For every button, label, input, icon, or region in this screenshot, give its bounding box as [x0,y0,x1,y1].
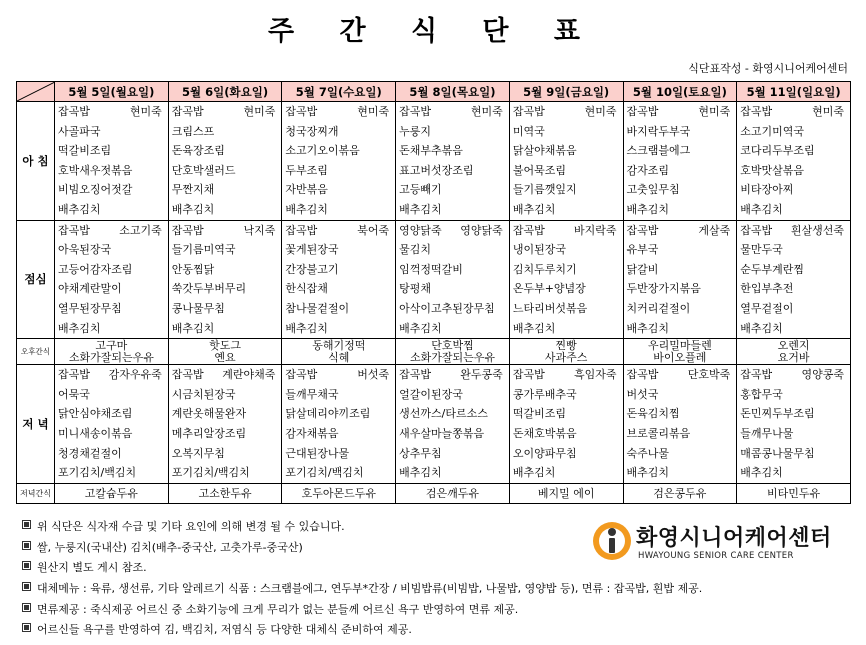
rice-item: 잡곡밥 [58,368,90,382]
snack-item: 바이오플레 [653,350,707,364]
meal-item: 배추김치 [285,321,328,335]
evening-snack-cell: 검은콩두유 [623,483,737,503]
porridge-item: 완두콩죽 [460,368,503,382]
square-bullet-icon [22,561,31,570]
rice-item: 잡곡밥 [171,368,204,382]
meal-item: 돈채호박볶음 [512,426,577,440]
meal-item: 콩가루배추국 [512,387,577,401]
meal-item-main [624,221,737,241]
porridge-item: 흑임자죽 [574,368,617,382]
meal-item: 표고버섯장조림 [399,163,474,177]
meal-item: 소고기오이볶음 [285,144,360,158]
meal-cell [509,220,623,339]
rice-item: 잡곡밥 [58,105,90,118]
meal-item-main [737,221,850,241]
porridge-item: 게살죽 [698,223,731,237]
snack-item: 동해기정떡 [312,338,366,352]
evening-snack-cell: 베지밀 에이 [509,483,623,503]
meal-item: 비타장아찌 [740,183,794,197]
porridge-item: 영양닭죽 [460,223,503,237]
meal-cell [396,102,510,221]
rice-item: 잡곡밥 [626,105,659,118]
meal-cell [168,365,282,484]
meal-item-main [169,365,282,385]
author-note: 식단표작성 - 화영시니어케어센터 [688,62,848,75]
meal-cell [282,102,396,221]
snack-cell [55,339,169,365]
page-title: 주 간 식 단 표 [267,16,598,47]
meal-item: 배추김치 [740,321,783,335]
snack-item: 소화가잘되는우유 [68,350,154,364]
day-header: 5월 6일(화요일) [168,82,282,102]
meal-item: 새우살마늘쫑볶음 [399,426,485,440]
meal-item: 떡갈비조림 [512,407,566,421]
meal-item-main [396,221,509,241]
meal-item: 들기름깻잎지 [512,183,577,197]
snack-item: 식혜 [328,350,350,364]
meal-item-main [737,102,850,122]
porridge-item: 현미죽 [243,105,276,118]
meal-item: 한식잡채 [285,282,328,296]
snack-label: 오후간식 [17,339,55,365]
meal-item: 사골파국 [58,124,101,138]
meal-item: 브로콜리볶음 [626,426,691,440]
meal-item: 두부조림 [285,163,328,177]
note-item: 위 식단은 식자재 수급 및 기타 요인에 의해 변경 될 수 있습니다. [22,517,702,538]
porridge-item: 계란야채죽 [222,368,276,382]
meal-item: 탕평채 [399,282,431,296]
porridge-item: 바지락죽 [574,223,617,237]
meal-item-main [282,221,395,241]
weekly-menu-table [16,81,851,504]
rice-item: 잡곡밥 [285,105,318,118]
evening-snack-cell: 호두아몬드두유 [282,483,396,503]
lunch-row [17,220,851,339]
snack-item: 찐빵 [555,338,577,352]
meal-item: 닭안심야채조림 [58,407,133,421]
meal-item-main [510,221,623,241]
meal-item: 버섯국 [626,387,659,401]
rice-item: 잡곡밥 [740,223,773,237]
meal-item: 단호박샐러드 [171,163,236,177]
meal-item: 포기김치/백김치 [58,466,137,480]
meal-item: 오복지무침 [171,446,225,460]
snack-item: 단호박찜 [431,338,474,352]
porridge-item: 현미죽 [698,105,731,118]
porridge-item: 현미죽 [812,105,844,118]
meal-item: 배추김치 [58,202,101,216]
meal-item: 미역국 [512,124,545,138]
meal-item: 닭살데리야끼조림 [285,407,371,421]
day-header: 5월 7일(수요일) [282,82,396,102]
meal-cell [737,365,851,484]
snack-item: 핫도그 [209,338,241,352]
meal-item: 유부국 [626,243,659,257]
meal-item: 돈육김치찜 [626,407,680,421]
day-header: 5월 9일(금요일) [509,82,623,102]
snack-item: 소화가잘되는우유 [409,350,495,364]
meal-item-main [282,365,395,385]
dinner-label: 저 녁 [17,365,55,484]
meal-item: 배추김치 [171,321,215,335]
meal-item-main [624,365,737,385]
snack-item: 오렌지 [777,338,810,352]
meal-item: 무짠지채 [171,183,215,197]
porridge-item: 영양콩죽 [801,368,844,382]
breakfast-label: 아 침 [17,102,55,221]
logo-subtitle: HWAYOUNG SENIOR CARE CENTER [638,551,794,561]
meal-item: 고등빼기 [399,183,442,197]
meal-item-main [396,102,509,122]
meal-cell [282,220,396,339]
lunch-label: 점심 [17,220,55,339]
meal-item: 포기김치/백김치 [285,466,364,480]
meal-item: 배추김치 [399,466,442,480]
rice-item: 잡곡밥 [740,105,773,118]
meal-item: 오이양파무침 [512,446,577,460]
center-logo [592,519,842,563]
meal-item: 아삭이고추된장무침 [399,301,495,315]
snack-cell [282,339,396,365]
meal-item: 스크램블에그 [626,144,691,158]
meal-cell [168,220,282,339]
meal-item: 배추김치 [285,202,328,216]
day-header: 5월 8일(목요일) [396,82,510,102]
rice-item: 잡곡밥 [512,105,545,118]
rice-item: 잡곡밥 [399,105,431,118]
meal-item: 배추김치 [626,466,670,480]
meal-cell [282,365,396,484]
meal-item: 떡갈비조림 [58,144,112,158]
snack-cell [168,339,282,365]
porridge-item: 소고기죽 [119,223,162,237]
meal-cell [737,102,851,221]
rice-item: 영양닭죽 [399,223,442,237]
meal-item: 안동찜닭 [171,262,215,276]
meal-item: 간장불고기 [285,262,339,276]
meal-cell [55,365,169,484]
meal-cell [623,365,737,484]
meal-item-main [510,365,623,385]
meal-item: 고춧잎무침 [626,183,680,197]
square-bullet-icon [22,520,31,529]
meal-cell [623,102,737,221]
meal-item-main [55,365,168,385]
meal-item: 닭갈비 [626,262,659,276]
snack-row [17,339,851,365]
meal-item: 배추김치 [58,321,101,335]
person-logo-icon [592,521,632,561]
rice-item: 잡곡밥 [399,368,431,382]
day-header: 5월 11일(일요일) [737,82,851,102]
meal-item-main [510,102,623,122]
meal-item: 상추무침 [399,446,442,460]
evening-snack-row [17,483,851,503]
meal-item: 얼갈이된장국 [399,387,463,401]
rice-item: 잡곡밥 [285,368,318,382]
porridge-item: 단호박죽 [687,368,731,382]
meal-item: 들기름미역국 [171,243,236,257]
logo-name: 화영시니어케어센터 [636,526,832,551]
meal-item: 호박맛살볶음 [740,163,804,177]
rice-item: 잡곡밥 [285,223,318,237]
meal-item: 야채계란말이 [58,282,122,296]
evening-snack-cell: 고칼슘두유 [55,483,169,503]
meal-item: 코다리두부조림 [740,144,815,158]
porridge-item: 버섯죽 [357,368,390,382]
meal-item: 참나물겉절이 [285,301,350,315]
meal-item: 비빔오징어젓갈 [58,183,133,197]
meal-item: 열무겉절이 [740,301,794,315]
day-header: 5월 5일(월요일) [55,82,169,102]
meal-item: 배추김치 [512,466,556,480]
snack-item: 고구마 [95,338,128,352]
breakfast-row [17,102,851,221]
meal-item-main [282,102,395,122]
rice-item: 잡곡밥 [512,368,545,382]
meal-item-main [737,365,850,385]
meal-item: 크림스프 [171,124,215,138]
meal-item-main [169,221,282,241]
meal-cell [396,365,510,484]
snack-item: 우리밀마들렌 [647,338,712,352]
meal-item: 배추김치 [512,202,556,216]
porridge-item: 현미죽 [129,105,162,118]
meal-item: 소고기미역국 [740,124,804,138]
meal-item: 돈육장조림 [171,144,225,158]
meal-item: 홍합무국 [740,387,783,401]
rice-item: 잡곡밥 [171,105,204,118]
meal-item: 닭살야채볶음 [512,144,577,158]
snack-cell [737,339,851,365]
rice-item: 잡곡밥 [626,223,659,237]
meal-item: 꽃게된장국 [285,243,339,257]
meal-item: 어묵국 [58,387,90,401]
square-bullet-icon [22,623,31,632]
meal-item: 메추리알장조림 [171,426,247,440]
meal-item: 숙주나물 [626,446,670,460]
day-header-row [17,82,851,102]
meal-item: 누룽지 [399,124,431,138]
meal-item: 한입부추전 [740,282,794,296]
porridge-item: 낙지죽 [243,223,276,237]
meal-item: 바지락두부국 [626,124,691,138]
meal-item: 냉이된장국 [512,243,566,257]
meal-item: 배추김치 [740,202,783,216]
meal-item: 생선까스/타르소스 [399,407,488,421]
meal-item: 두반장가지볶음 [626,282,701,296]
diagonal-line-icon [17,82,55,101]
meal-item: 배추김치 [740,466,783,480]
porridge-item: 현미죽 [470,105,503,118]
square-bullet-icon [22,603,31,612]
meal-item: 호박새우젓볶음 [58,163,133,177]
meal-item: 포기김치/백김치 [171,466,250,480]
meal-cell [623,220,737,339]
meal-item: 배추김치 [171,202,215,216]
note-item: 원산지 별도 게시 참조. [22,558,702,579]
porridge-item: 흰살생선죽 [790,223,844,237]
porridge-item: 감자우유죽 [108,368,162,382]
meal-item: 감자채볶음 [285,426,339,440]
meal-item: 순두부계란찜 [740,262,804,276]
meal-item-main [624,102,737,122]
meal-item: 매콤콩나물무침 [740,446,815,460]
meal-item: 물김치 [399,243,431,257]
note-item: 면류제공 : 죽식제공 어르신 중 소화기능에 크게 무리가 없는 분들께 어르신 욕구 반영하여 면류 제공. [22,600,702,621]
meal-item: 시금치된장국 [171,387,236,401]
meal-item: 느타리버섯볶음 [512,301,588,315]
evening-snack-cell: 비타민두유 [737,483,851,503]
meal-cell [509,102,623,221]
corner-cell [17,82,55,102]
meal-item-main [55,102,168,122]
evening-snack-cell: 고소한두유 [168,483,282,503]
meal-item: 아욱된장국 [58,243,112,257]
note-item: 어르신들 욕구를 반영하여 김, 백김치, 저염식 등 다양한 대체식 준비하여 제공. [22,620,702,641]
rice-item: 잡곡밥 [58,223,90,237]
meal-item-main [169,102,282,122]
snack-item: 옌요 [214,350,236,364]
porridge-item: 북어죽 [357,223,390,237]
meal-item: 불어묵조림 [512,163,566,177]
meal-item: 치커리겉절이 [626,301,691,315]
meal-item: 들깨무채국 [285,387,339,401]
square-bullet-icon [22,582,31,591]
meal-item-main [396,365,509,385]
meal-item: 청경채겉절이 [58,446,122,460]
meal-item: 배추김치 [399,202,442,216]
meal-cell [737,220,851,339]
meal-item-main [55,221,168,241]
day-header: 5월 10일(토요일) [623,82,737,102]
meal-item: 콩나물무침 [171,301,225,315]
meal-item: 임꺽정떡갈비 [399,262,463,276]
meal-item: 배추김치 [626,202,670,216]
meal-item: 감자조림 [626,163,670,177]
meal-item: 근대된장나물 [285,446,350,460]
snack-cell [509,339,623,365]
meal-cell [396,220,510,339]
snack-cell [396,339,510,365]
meal-cell [168,102,282,221]
rice-item: 잡곡밥 [626,368,659,382]
meal-item: 쑥갓두부버무리 [171,282,247,296]
snack-item: 사과주스 [544,350,588,364]
square-bullet-icon [22,541,31,550]
meal-item: 온두부+양념장 [512,282,586,296]
snack-cell [623,339,737,365]
rice-item: 잡곡밥 [171,223,204,237]
meal-item: 물만두국 [740,243,783,257]
rice-item: 잡곡밥 [740,368,773,382]
meal-item: 배추김치 [512,321,556,335]
meal-item: 배추김치 [399,321,442,335]
evening-snack-cell: 검은깨두유 [396,483,510,503]
note-item: 쌀, 누룽지(국내산) 김치(배추-중국산, 고춧가루-중국산) [22,538,702,559]
meal-cell [55,102,169,221]
dinner-row [17,365,851,484]
meal-item: 청국장찌개 [285,124,339,138]
meal-item: 김치두루치기 [512,262,577,276]
meal-item: 돈민찌두부조림 [740,407,815,421]
note-item: 대체메뉴 : 육류, 생선류, 기타 알레르기 식품 : 스크램블에그, 연두부*간장 / 비빔밥류(비빔밥, 나물밥, 영양밥 등), 면류 : 잡곡밥, 흰밥 제공. [22,579,702,600]
porridge-item: 현미죽 [357,105,390,118]
meal-item: 고등어감자조림 [58,262,133,276]
meal-item: 자반볶음 [285,183,328,197]
rice-item: 잡곡밥 [512,223,545,237]
porridge-item: 현미죽 [584,105,617,118]
meal-cell [55,220,169,339]
snack-item: 요거바 [777,350,810,364]
meal-item: 열무된장무침 [58,301,122,315]
evening-snack-label: 저녁간식 [17,483,55,503]
meal-item: 배추김치 [626,321,670,335]
meal-item: 들깨무나물 [740,426,794,440]
meal-item: 미니새송이볶음 [58,426,133,440]
meal-item: 돈채부추볶음 [399,144,463,158]
meal-item: 계란옷해물완자 [171,407,247,421]
meal-cell [509,365,623,484]
